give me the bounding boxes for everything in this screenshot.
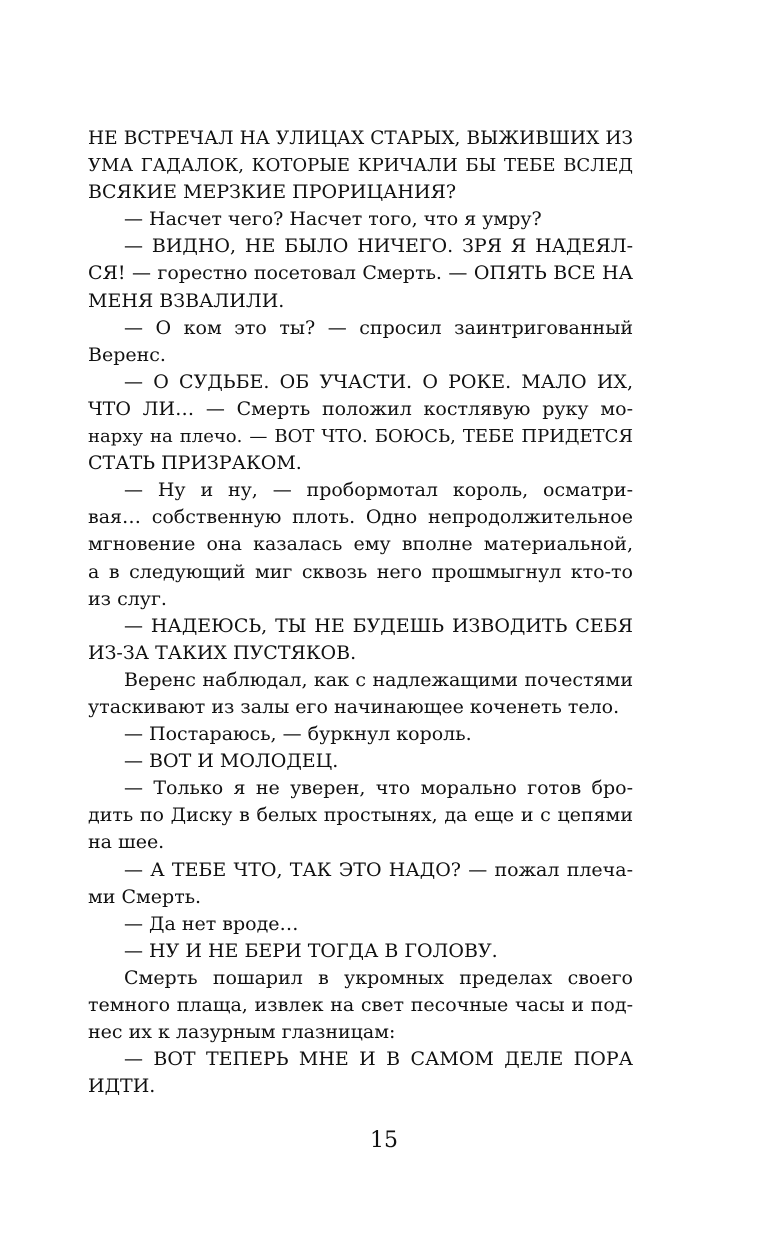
text-line: — Только я не уверен, что морально готов бро- xyxy=(124,777,633,800)
text-line: ми Смерть. xyxy=(88,885,202,908)
text-line: — О ком это ты? — спросил заинтригованный xyxy=(124,316,633,339)
text-line: на шее. xyxy=(88,831,165,854)
text-line: из слуг. xyxy=(88,587,167,610)
text-line: УМА ГАДАЛОК, КОТОРЫЕ КРИЧАЛИ БЫ ТЕБЕ ВСЛЕД xyxy=(88,155,633,177)
text-line: Веренс. xyxy=(88,343,166,366)
text-line: Веренс наблюдал, как с надлежащими почестями xyxy=(124,668,633,691)
text-line: — ВОТ ТЕПЕРЬ МНЕ И В САМОМ ДЕЛЕ ПОРА xyxy=(124,1048,633,1071)
text-line: мгновение она казалась ему вполне материальной, xyxy=(88,533,633,556)
text-line: — Да нет вроде… xyxy=(124,912,299,935)
text-line: темного плаща, извлек на свет песочные часы и под- xyxy=(88,994,633,1016)
text-line: ИДТИ. xyxy=(88,1075,156,1098)
text-line: — Ну и ну, — пробормотал король, осматри- xyxy=(124,479,633,502)
text-line: ИЗ-ЗА ТАКИХ ПУСТЯКОВ. xyxy=(88,641,357,664)
text-line: МЕНЯ ВЗВАЛИЛИ. xyxy=(88,289,285,312)
text-line: нарху на плечо. — ВОТ ЧТО. БОЮСЬ, ТЕБЕ ПРИДЕТСЯ xyxy=(88,426,633,448)
text-line: СТАТЬ ПРИЗРАКОМ. xyxy=(88,452,302,475)
text-line: вая… собственную плоть. Одно непродолжительное xyxy=(88,506,633,529)
text-line: СЯ! — горестно посетовал Смерть. — ОПЯТЬ ВСЕ НА xyxy=(88,262,633,285)
text-line: НЕ ВСТРЕЧАЛ НА УЛИЦАХ СТАРЫХ, ВЫЖИВШИХ ИЗ xyxy=(88,128,633,149)
text-line: ВСЯКИЕ МЕРЗКИЕ ПРОРИЦАНИЯ? xyxy=(88,181,457,204)
text-line: — ВИДНО, НЕ БЫЛО НИЧЕГО. ЗРЯ Я НАДЕЯЛ- xyxy=(124,235,633,258)
text-line: — НАДЕЮСЬ, ТЫ НЕ БУДЕШЬ ИЗВОДИТЬ СЕБЯ xyxy=(124,614,633,637)
text-line: а в следующий миг сквозь него прошмыгнул кто-то xyxy=(88,560,633,583)
text-line: — О СУДЬБЕ. ОБ УЧАСТИ. О РОКЕ. МАЛО ИХ, xyxy=(124,370,633,393)
page-number: 15 xyxy=(370,1128,398,1153)
text-line: — НУ И НЕ БЕРИ ТОГДА В ГОЛОВУ. xyxy=(124,939,498,962)
text-line: — Насчет чего? Насчет того, что я умру? xyxy=(124,208,542,231)
text-line: утаскивают из залы его начинающее коченеть тело. xyxy=(88,695,620,718)
body-text xyxy=(88,125,633,1100)
text-line: — ВОТ И МОЛОДЕЦ. xyxy=(124,750,339,773)
text-line: нес их к лазурным глазницам: xyxy=(88,1021,396,1044)
text-line: — Постараюсь, — буркнул король. xyxy=(124,723,472,746)
text-line: дить по Диску в белых простынях, да еще и с цепями xyxy=(88,804,633,827)
text-line: — А ТЕБЕ ЧТО, ТАК ЭТО НАДО? — пожал плеча- xyxy=(124,858,633,881)
text-line: Смерть пошарил в укромных пределах своего xyxy=(124,966,633,989)
text-line: ЧТО ЛИ… — Смерть положил костлявую руку мо- xyxy=(88,397,633,420)
